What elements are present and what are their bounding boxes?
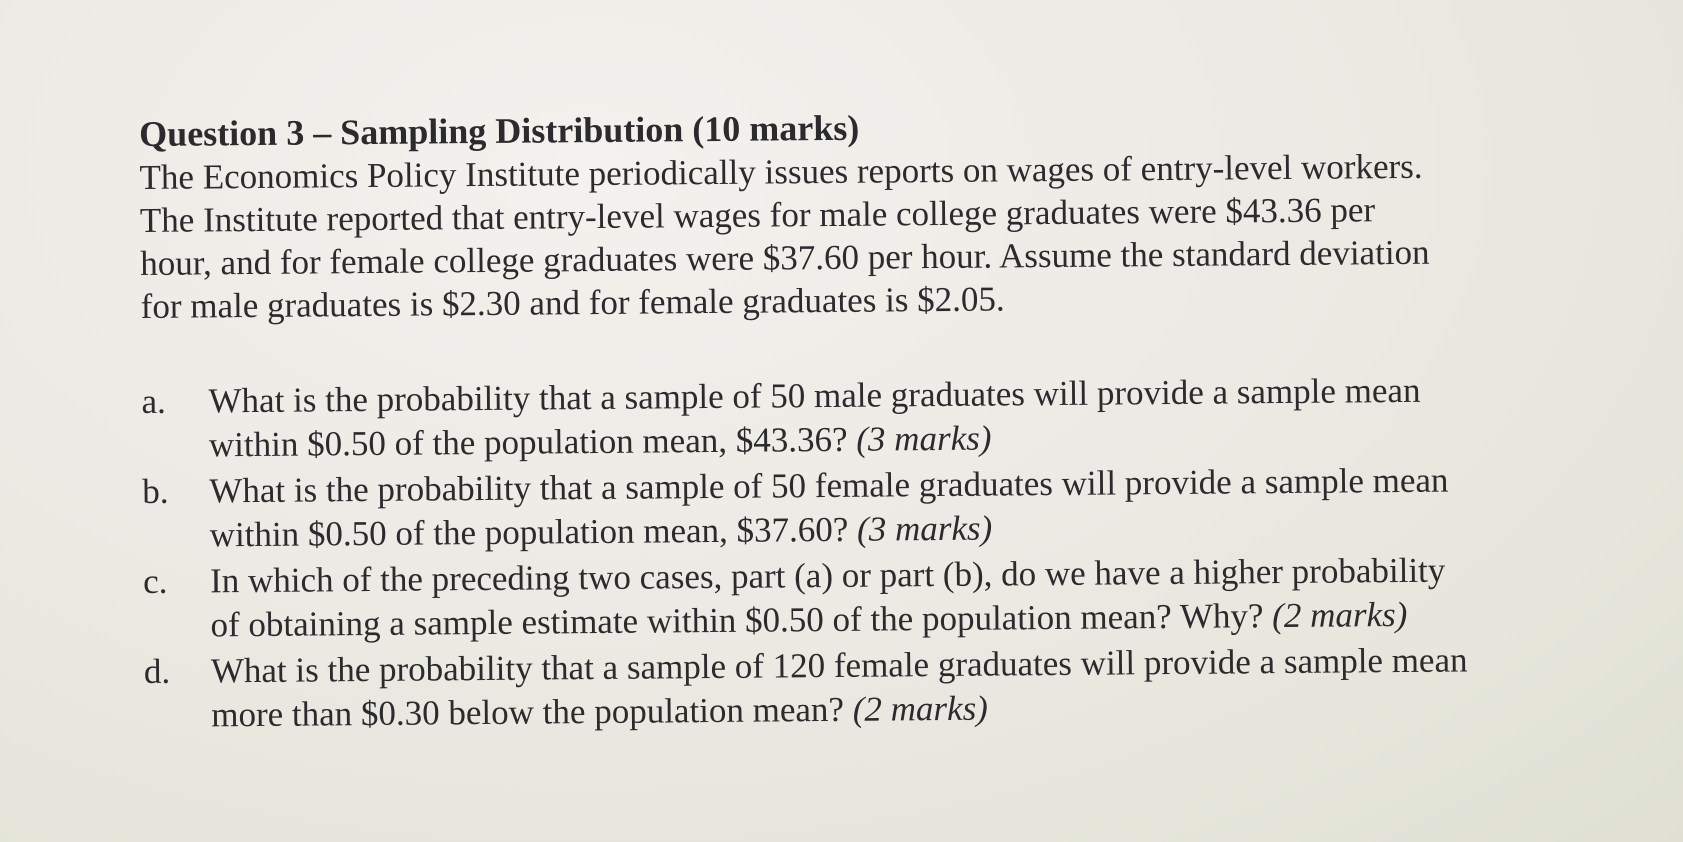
intro-line: The Economics Policy Institute periodically issues reports on wages of entry-level workers. (139, 146, 1423, 197)
question-part-c (143, 547, 1644, 648)
part-text-line: What is the probability that a sample of 50 male graduates will provide a sample mean (208, 370, 1421, 421)
question-sheet (139, 99, 1641, 735)
part-marks: (2 marks) (852, 688, 989, 729)
intro-line: hour, and for female college graduates were $37.60 per hour. Assume the standard deviation (140, 232, 1430, 283)
part-letter: b. (142, 471, 169, 511)
part-marks: (3 marks) (856, 418, 992, 459)
part-text: of obtaining a sample estimate within $0.50 of the population mean? Why? (210, 596, 1264, 645)
part-text-line: In which of the preceding two cases, part (a) or part (b), do we have a higher probability (209, 550, 1446, 601)
question-intro (139, 143, 1640, 328)
part-text-line: What is the probability that a sample of 120 female graduates will provide a sample mean (210, 640, 1468, 691)
intro-line: The Institute reported that entry-level wages for male college graduates were $43.36 per (139, 190, 1376, 240)
part-marks: (2 marks) (1272, 594, 1408, 636)
intro-line: for male graduates is $2.30 and for female graduates is $2.05. (140, 279, 1005, 326)
part-text-line: What is the probability that a sample of 50 female graduates will provide a sample mean (209, 460, 1449, 511)
part-text: within $0.50 of the population mean, $43.36? (208, 419, 848, 465)
part-letter: c. (142, 561, 168, 601)
part-letter: d. (143, 651, 171, 691)
question-parts-list (141, 367, 1644, 740)
part-text: more than $0.30 below the population mean? (211, 689, 845, 735)
part-marks: (3 marks) (856, 508, 993, 549)
question-part-a (141, 367, 1642, 468)
question-part-d (144, 637, 1645, 738)
part-text: within $0.50 of the population mean, $37.60? (209, 509, 849, 555)
question-title: Question 3 – Sampling Distribution (10 marks) (139, 107, 860, 154)
part-letter: a. (141, 381, 166, 421)
question-part-b (142, 457, 1643, 558)
